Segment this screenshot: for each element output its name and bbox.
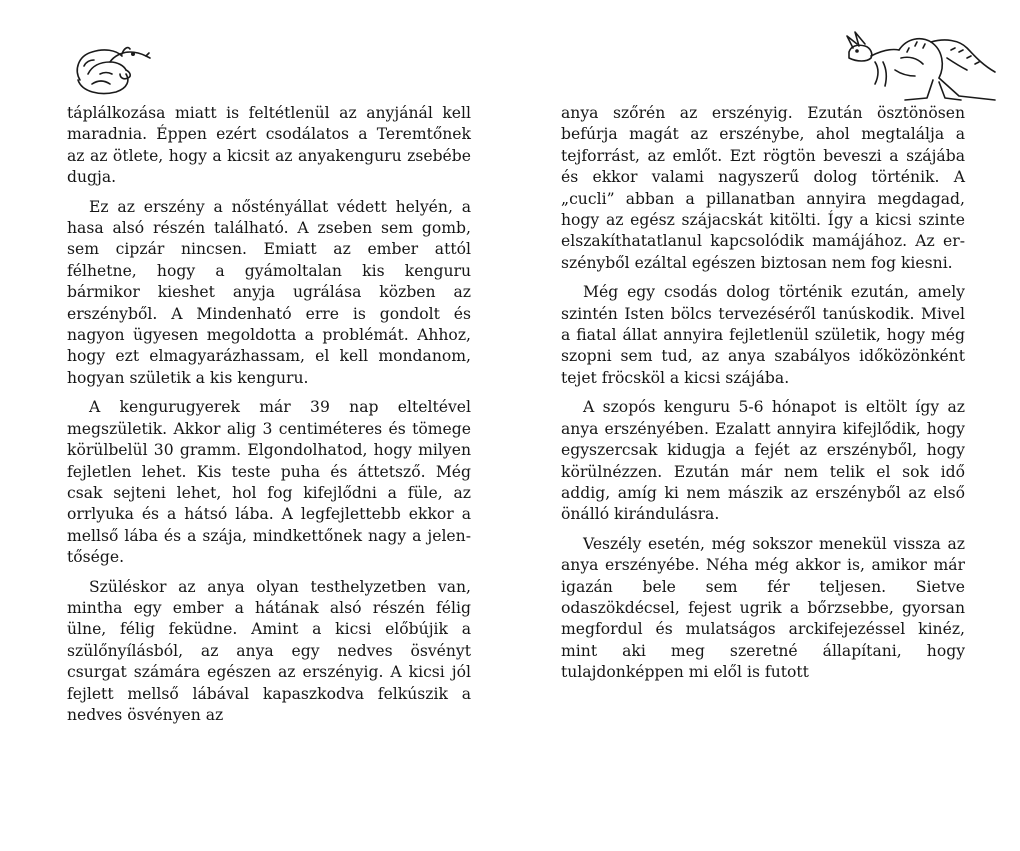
- right-text-column: [561, 103, 965, 684]
- paragraph: A szopós kenguru 5-6 hónapot is eltölt így az anya erszényében. Ezalatt annyira kifejlődik, hogy egyszercsak kidugja a fejét az erszényből, hogy körülnézzen. Ezután már nem telik el sok idő addig, amíg ki nem mászik az erszényből az első önálló kirándulásra.: [561, 398, 965, 524]
- left-text-column: [67, 103, 471, 726]
- paragraph: A kengurugyerek már 39 nap elteltével megszületik. Akkor alig 3 centiméteres és tömege körülbelül 30 gramm. Elgondolhatod, hogy milyen fejletlen lehet. Kis teste puha és áttetsző. Még csak sejteni lehet, hol fog kifejlődni a füle, az orrlyuka és a hátsó lába. A legfejlettebb ekkor a mellső lába és a szája, mindkettőnek nagy a jelentősége.: [67, 398, 471, 567]
- baby-kangaroo-in-pouch-icon: [70, 40, 152, 98]
- right-page: [510, 0, 1020, 851]
- paragraph: Még egy csodás dolog történik ezután, amely szintén Isten bölcs tervezéséről tanúskodik. Mivel a fiatal állat annyira fejletlenül születik, hogy még szopni sem tud, az anya szabályos időközönként tejet fröcsköl a kicsi szájába.: [561, 283, 965, 387]
- paragraph: Veszély esetén, még sokszor menekül vissza az anya erszényébe. Néha még akkor is, amikor már igazán bele sem fér teljesen. Sietve odaszökdécsel, fejest ugrik a bőrzsebbe, gyorsan megfordul és mulatságos arckifejezéssel kinéz, mint aki meg szeretné állapítani, hogy tulajdonképpen mi elől is futott: [561, 534, 965, 682]
- kangaroo-icon: [835, 18, 1005, 102]
- paragraph: táplálkozása miatt is feltétlenül az anyjánál kell maradnia. Éppen ezért csodálatos a Teremtőnek az az ötlete, hogy a kicsit az anyakenguru zsebébe dugja.: [67, 104, 471, 187]
- paragraph: Ez az erszény a nőstényállat védett helyén, a hasa alsó részén található. A zseben sem gomb, sem cipzár nincsen. Emiatt az ember attól félhetne, hogy a gyámoltalan kis kenguru bármikor kieshet anyja ugrálása közben az erszényből. A Mindenható erre is gondolt és nagyon ügyesen megoldotta a problémát. Ahhoz, hogy ezt elmagyarázhassam, el kell mondanom, hogyan születik a kis kenguru.: [67, 197, 471, 387]
- paragraph: Szüléskor az anya olyan testhelyzetben van, mintha egy ember a hátának alsó részén félig ülne, félig feküdne. Amint a kicsi előbújik a szülőnyílásból, az anya egy nedves ösvényt csurgat számára egészen az erszényig. A kicsi jól fejlett mellső lábával kapaszkodva felkúszik a nedves ösvényen az: [67, 577, 471, 724]
- paragraph: anya szőrén az erszényig. Ezután ösztönösen befúrja magát az erszénybe, ahol megtalálja a tejforrást, az emlőt. Ezt rögtön beveszi a szájába és ekkor valami nagyszerű dolog történik. A „cucli” abban a pillanatban annyira megdagad, hogy az egész szájacskát kitölti. Így a kicsi szinte elszakíthatatlanul kapcsolódik mamájához. Az erszényből ezáltal egészen biztosan nem fog kiesni.: [561, 104, 965, 272]
